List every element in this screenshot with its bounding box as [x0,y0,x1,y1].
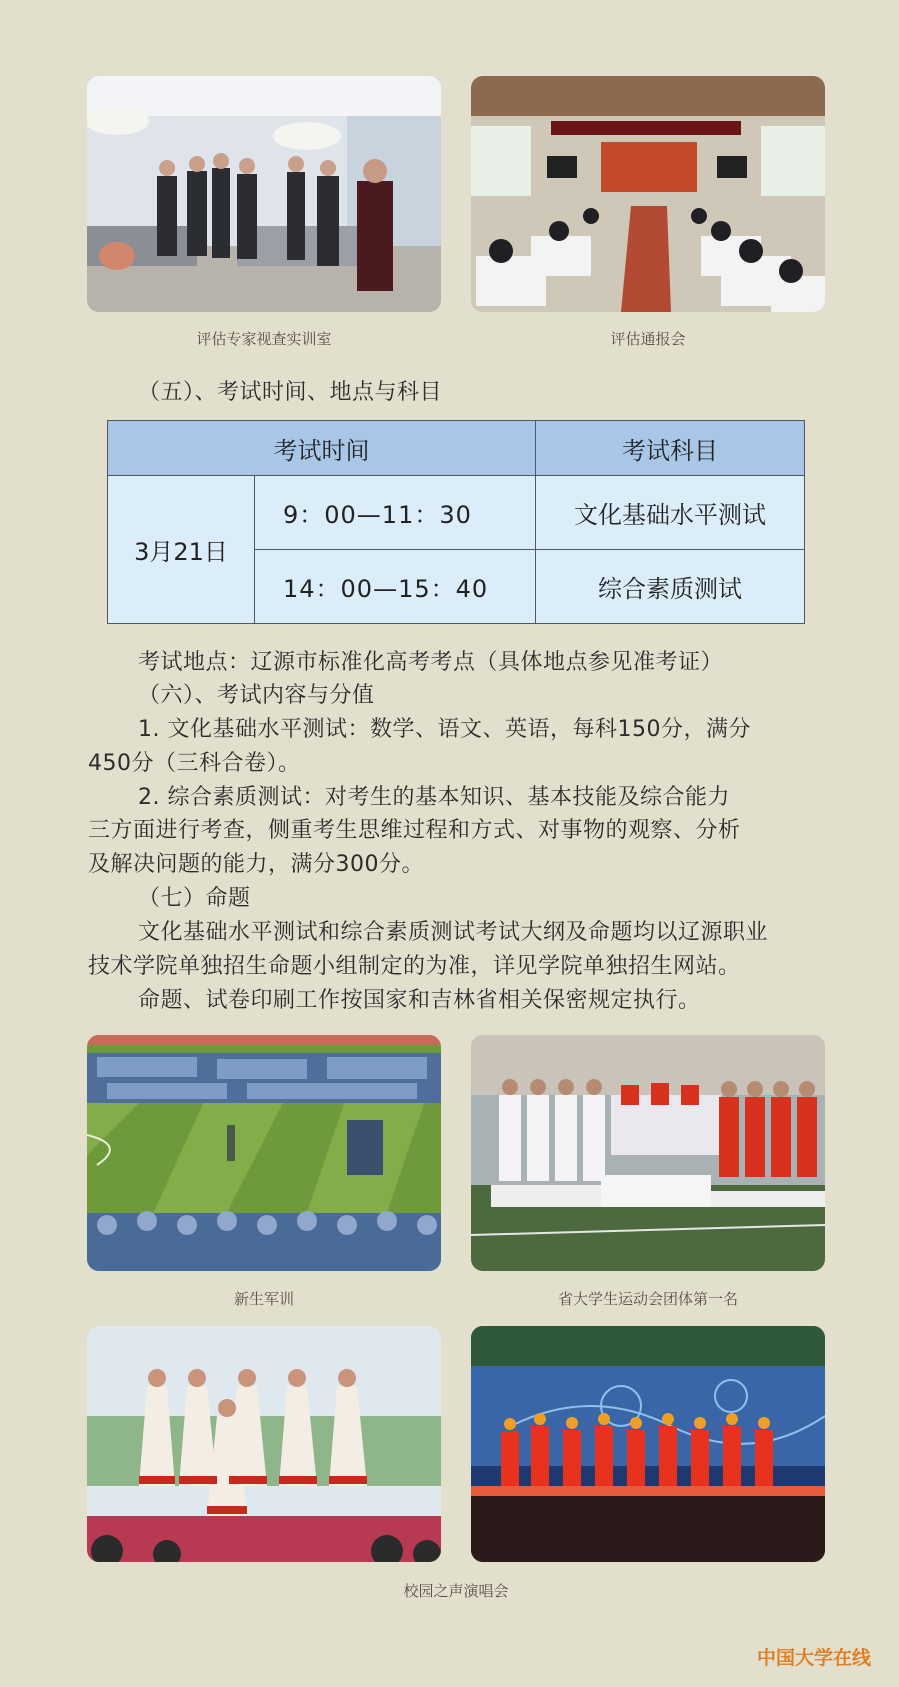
exam-subject-cell: 文化基础水平测试 [536,476,805,550]
photo-campus-concert [471,1326,825,1562]
brand-watermark: 中国大学在线 [756,1647,871,1669]
caption-report-meeting: 评估通报会 [610,330,686,348]
exam-date-cell: 3月21日 [108,476,255,624]
section-6-title: （六）、考试内容与分值 [138,683,375,708]
item-1-line-1: 1. 文化基础水平测试：数学、语文、英语，每科150分，满分 [138,717,751,742]
exam-schedule-table [107,420,805,624]
photo-report-meeting [471,76,825,312]
para-7-line-3: 命题、试卷印刷工作按国家和吉林省相关保密规定执行。 [138,988,701,1013]
exam-time-cell: 14：00—15：40 [255,550,536,624]
caption-military-training: 新生军训 [233,1290,294,1308]
header-exam-subject: 考试科目 [536,421,805,476]
caption-sports-award: 省大学生运动会团体第一名 [557,1290,738,1308]
exam-time-cell: 9：00—11：30 [255,476,536,550]
section-7-title: （七）命题 [138,886,251,911]
para-7-line-1: 文化基础水平测试和综合素质测试考试大纲及命题均以辽源职业 [138,920,769,945]
exam-location: 考试地点：辽源市标准化高考考点（具体地点参见准考证） [138,650,724,675]
item-2-line-2: 三方面进行考查，侧重考生思维过程和方式、对事物的观察、分析 [88,818,741,843]
photo-lab-inspection [87,76,441,312]
item-2-line-3: 及解决问题的能力，满分300分。 [88,852,424,877]
photo-campus-dance [87,1326,441,1562]
header-exam-time: 考试时间 [108,421,536,476]
caption-lab-inspection: 评估专家视查实训室 [196,330,332,348]
item-1-line-2: 450分（三科合卷）。 [88,751,301,776]
photo-military-training [87,1035,441,1271]
item-2-line-1: 2. 综合素质测试：对考生的基本知识、基本技能及综合能力 [138,785,730,810]
caption-campus-concert: 校园之声演唱会 [403,1582,509,1600]
photo-sports-award [471,1035,825,1271]
exam-subject-cell: 综合素质测试 [536,550,805,624]
section-5-title: （五）、考试时间、地点与科目 [138,380,443,405]
para-7-line-2: 技术学院单独招生命题小组制定的为准，详见学院单独招生网站。 [88,954,741,979]
